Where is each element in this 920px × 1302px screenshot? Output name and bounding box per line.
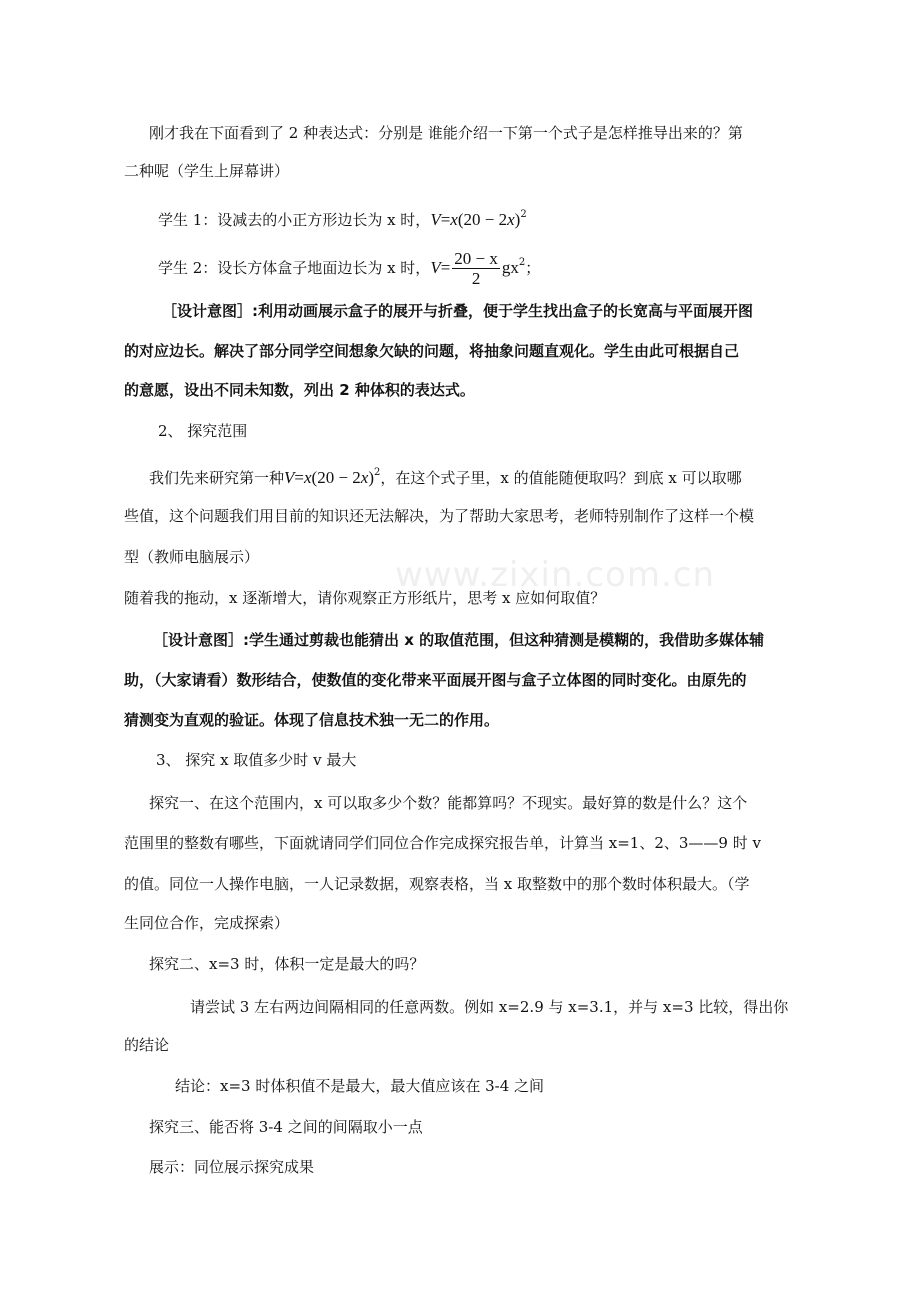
formula-eq: = bbox=[440, 258, 451, 277]
design-intent-1-line-3: 的意愿，设出不同未知数，列出 2 种体积的表达式。 bbox=[124, 381, 475, 399]
design-intent-2-line-1: ［设计意图］:学生通过剪裁也能猜出 x 的取值范围，但这种猜测是模糊的，我借助多媒体辅 bbox=[153, 631, 765, 649]
formula-tail: gx bbox=[501, 258, 519, 277]
explore-2-line: 探究二、x=3 时，体积一定是最大的吗？ bbox=[149, 955, 425, 973]
design-intent-1-line-2: 的对应边长。解决了部分同学空间想象欠缺的问题，将抽象问题直观化。学生由此可根据自己 bbox=[124, 342, 740, 360]
explore-3-line: 探究三、能否将 3-4 之间的间隔取小一点 bbox=[149, 1118, 423, 1136]
formula-x: x bbox=[304, 468, 312, 487]
formula-close: ) bbox=[368, 468, 375, 487]
design-intent-2-line-3: 猜测变为直观的验证。体现了信息技术独一无二的作用。 bbox=[124, 711, 500, 729]
design-intent-1-line-1: ［设计意图］:利用动画展示盒子的展开与折叠，便于学生找出盒子的长宽高与平面展开图 bbox=[162, 302, 754, 320]
formula-paren: (20 − 2 bbox=[457, 210, 508, 229]
formula-paren: (20 − 2 bbox=[311, 468, 361, 487]
try-line-2: 的结论 bbox=[124, 1036, 170, 1054]
formula-v: V bbox=[284, 468, 295, 487]
paragraph-line-12: 随着我的拖动，x 逐渐增大，请你观察正方形纸片，思考 x 应如何取值？ bbox=[124, 589, 606, 607]
explore-1-line-4: 生同位合作，完成探索） bbox=[124, 914, 290, 932]
student1-text: 学生 1：设减去的小正方形边长为 x 时， bbox=[158, 211, 431, 229]
formula-close: ) bbox=[514, 210, 521, 229]
paragraph-line-2: 二种呢（学生上屏幕讲） bbox=[124, 162, 290, 180]
explore-1-line-2: 范围里的整数有哪些，下面就请同学们同位合作完成探究报告单，计算当 x=1、2、3——9 时 v bbox=[124, 834, 761, 852]
formula-v: V bbox=[430, 210, 441, 229]
formula-fraction bbox=[452, 250, 500, 289]
fraction-denominator: 2 bbox=[471, 268, 481, 288]
watermark: www.zixin.com.cn bbox=[395, 555, 715, 595]
section-heading-2: 2、 探究范围 bbox=[158, 422, 248, 440]
formula-exponent: 2 bbox=[518, 257, 526, 268]
explore-1-line-1: 探究一、在这个范围内，x 可以取多少个数？能都算吗？不现实。最好算的数是什么？这个 bbox=[149, 794, 748, 812]
paragraph-line-9 bbox=[149, 462, 742, 489]
line9-text-a: 我们先来研究第一种 bbox=[149, 469, 285, 487]
design-intent-2-line-2: 助，（大家请看）数形结合，使数值的变化带来平面展开图与盒子立体图的同时变化。由原先的 bbox=[124, 671, 747, 689]
formula-x2: x bbox=[360, 468, 369, 487]
formula-v: V bbox=[430, 258, 441, 277]
student2-text: 学生 2：设长方体盒子地面边长为 x 时， bbox=[158, 259, 431, 277]
try-line-1: 请尝试 3 左右两边间隔相同的任意两数。例如 x=2.9 与 x=3.1，并与 x=3 比较，得出你 bbox=[190, 998, 789, 1016]
paragraph-line-1: 刚才我在下面看到了 2 种表达式：分别是 谁能介绍一下第一个式子是怎样推导出来的？第 bbox=[149, 124, 743, 142]
student1-line bbox=[158, 204, 527, 231]
formula-exponent: 2 bbox=[374, 467, 381, 478]
paragraph-line-11: 型（教师电脑展示） bbox=[124, 548, 260, 566]
section-heading-3: 3、 探究 x 取值多少时 v 最大 bbox=[156, 751, 357, 769]
paragraph-line-10: 些值，这个问题我们用目前的知识还无法解决，为了帮助大家思考，老师特别制作了这样一个模 bbox=[124, 507, 755, 525]
fraction-numerator: 20 − x bbox=[454, 248, 498, 268]
line9-text-b: ，在这个式子里，x 的值能随便取吗？到底 x 可以取哪 bbox=[380, 469, 742, 487]
student2-line bbox=[158, 244, 540, 289]
formula-end: ； bbox=[525, 259, 541, 277]
explore-1-line-3: 的值。同位一人操作电脑，一人记录数据，观察表格，当 x 取整数中的那个数时体积最大。（学 bbox=[124, 875, 750, 893]
conclusion-line: 结论：x=3 时体积值不是最大，最大值应该在 3-4 之间 bbox=[175, 1077, 545, 1095]
formula-x2: x bbox=[507, 210, 515, 229]
formula-exponent: 2 bbox=[520, 209, 527, 220]
formula-x: x bbox=[450, 210, 458, 229]
show-line: 展示：同位展示探究成果 bbox=[149, 1158, 315, 1176]
formula-eq: = bbox=[294, 468, 304, 487]
formula-eq: = bbox=[440, 210, 451, 229]
